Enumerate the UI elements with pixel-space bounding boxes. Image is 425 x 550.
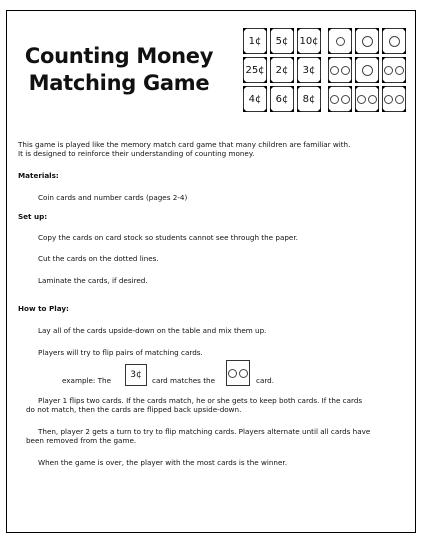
howto-step-3b: do not match, then the cards are flipped back upside-down.	[26, 405, 242, 414]
coin-card	[328, 28, 352, 54]
page-title	[24, 43, 214, 97]
title-line-2: Matching Game	[28, 71, 210, 95]
coin-card	[355, 86, 379, 112]
number-card: 2¢	[270, 57, 294, 83]
number-card: 1¢	[243, 28, 267, 54]
howto-step-5: When the game is over, the player with the most cards is the winner.	[38, 458, 287, 467]
howto-step-3a: Player 1 flips two cards. If the cards match, he or she gets to keep both cards. If the cards	[38, 396, 363, 405]
coin-icon	[228, 369, 237, 378]
materials-text: Coin cards and number cards (pages 2-4)	[38, 193, 188, 202]
coin-card	[355, 57, 379, 83]
number-card: 25¢	[243, 57, 267, 83]
intro-line-2: It is designed to reinforce their understanding of counting money.	[18, 149, 255, 158]
materials-heading: Materials:	[18, 171, 59, 180]
number-card: 10¢	[297, 28, 321, 54]
howto-step-2: Players will try to flip pairs of matching cards.	[38, 348, 203, 357]
number-card: 3¢	[297, 57, 321, 83]
example-middle: card matches the	[152, 376, 216, 385]
setup-step-1: Copy the cards on card stock so students cannot see through the paper.	[38, 233, 298, 242]
coin-icon	[239, 369, 248, 378]
coin-card	[355, 28, 379, 54]
number-card: 4¢	[243, 86, 267, 112]
setup-step-2: Cut the cards on the dotted lines.	[38, 254, 159, 263]
number-card: 5¢	[270, 28, 294, 54]
howto-step-4b: been removed from the game.	[26, 436, 137, 445]
intro-line-1: This game is played like the memory match card game that many children are familiar with.	[18, 140, 351, 149]
number-cards-grid	[243, 28, 321, 112]
number-card: 6¢	[270, 86, 294, 112]
example-suffix: card.	[256, 376, 275, 385]
coin-card	[382, 28, 406, 54]
coin-card	[382, 86, 406, 112]
example-number-card	[125, 364, 147, 386]
setup-step-3: Laminate the cards, if desired.	[38, 276, 148, 285]
coin-cards-grid	[328, 28, 406, 112]
number-card: 8¢	[297, 86, 321, 112]
howto-step-4a: Then, player 2 gets a turn to try to flip matching cards. Players alternate until all cards have	[38, 427, 371, 436]
coin-card	[382, 57, 406, 83]
howto-heading: How to Play:	[18, 304, 69, 313]
example-coin-card	[226, 360, 250, 386]
coin-card	[328, 57, 352, 83]
title-line-1: Counting Money	[24, 44, 214, 68]
coin-card	[328, 86, 352, 112]
setup-heading: Set up:	[18, 212, 48, 221]
howto-step-1: Lay all of the cards upside-down on the table and mix them up.	[38, 326, 267, 335]
example-prefix: example: The	[62, 376, 112, 385]
example-card-value: 3¢	[130, 370, 142, 380]
